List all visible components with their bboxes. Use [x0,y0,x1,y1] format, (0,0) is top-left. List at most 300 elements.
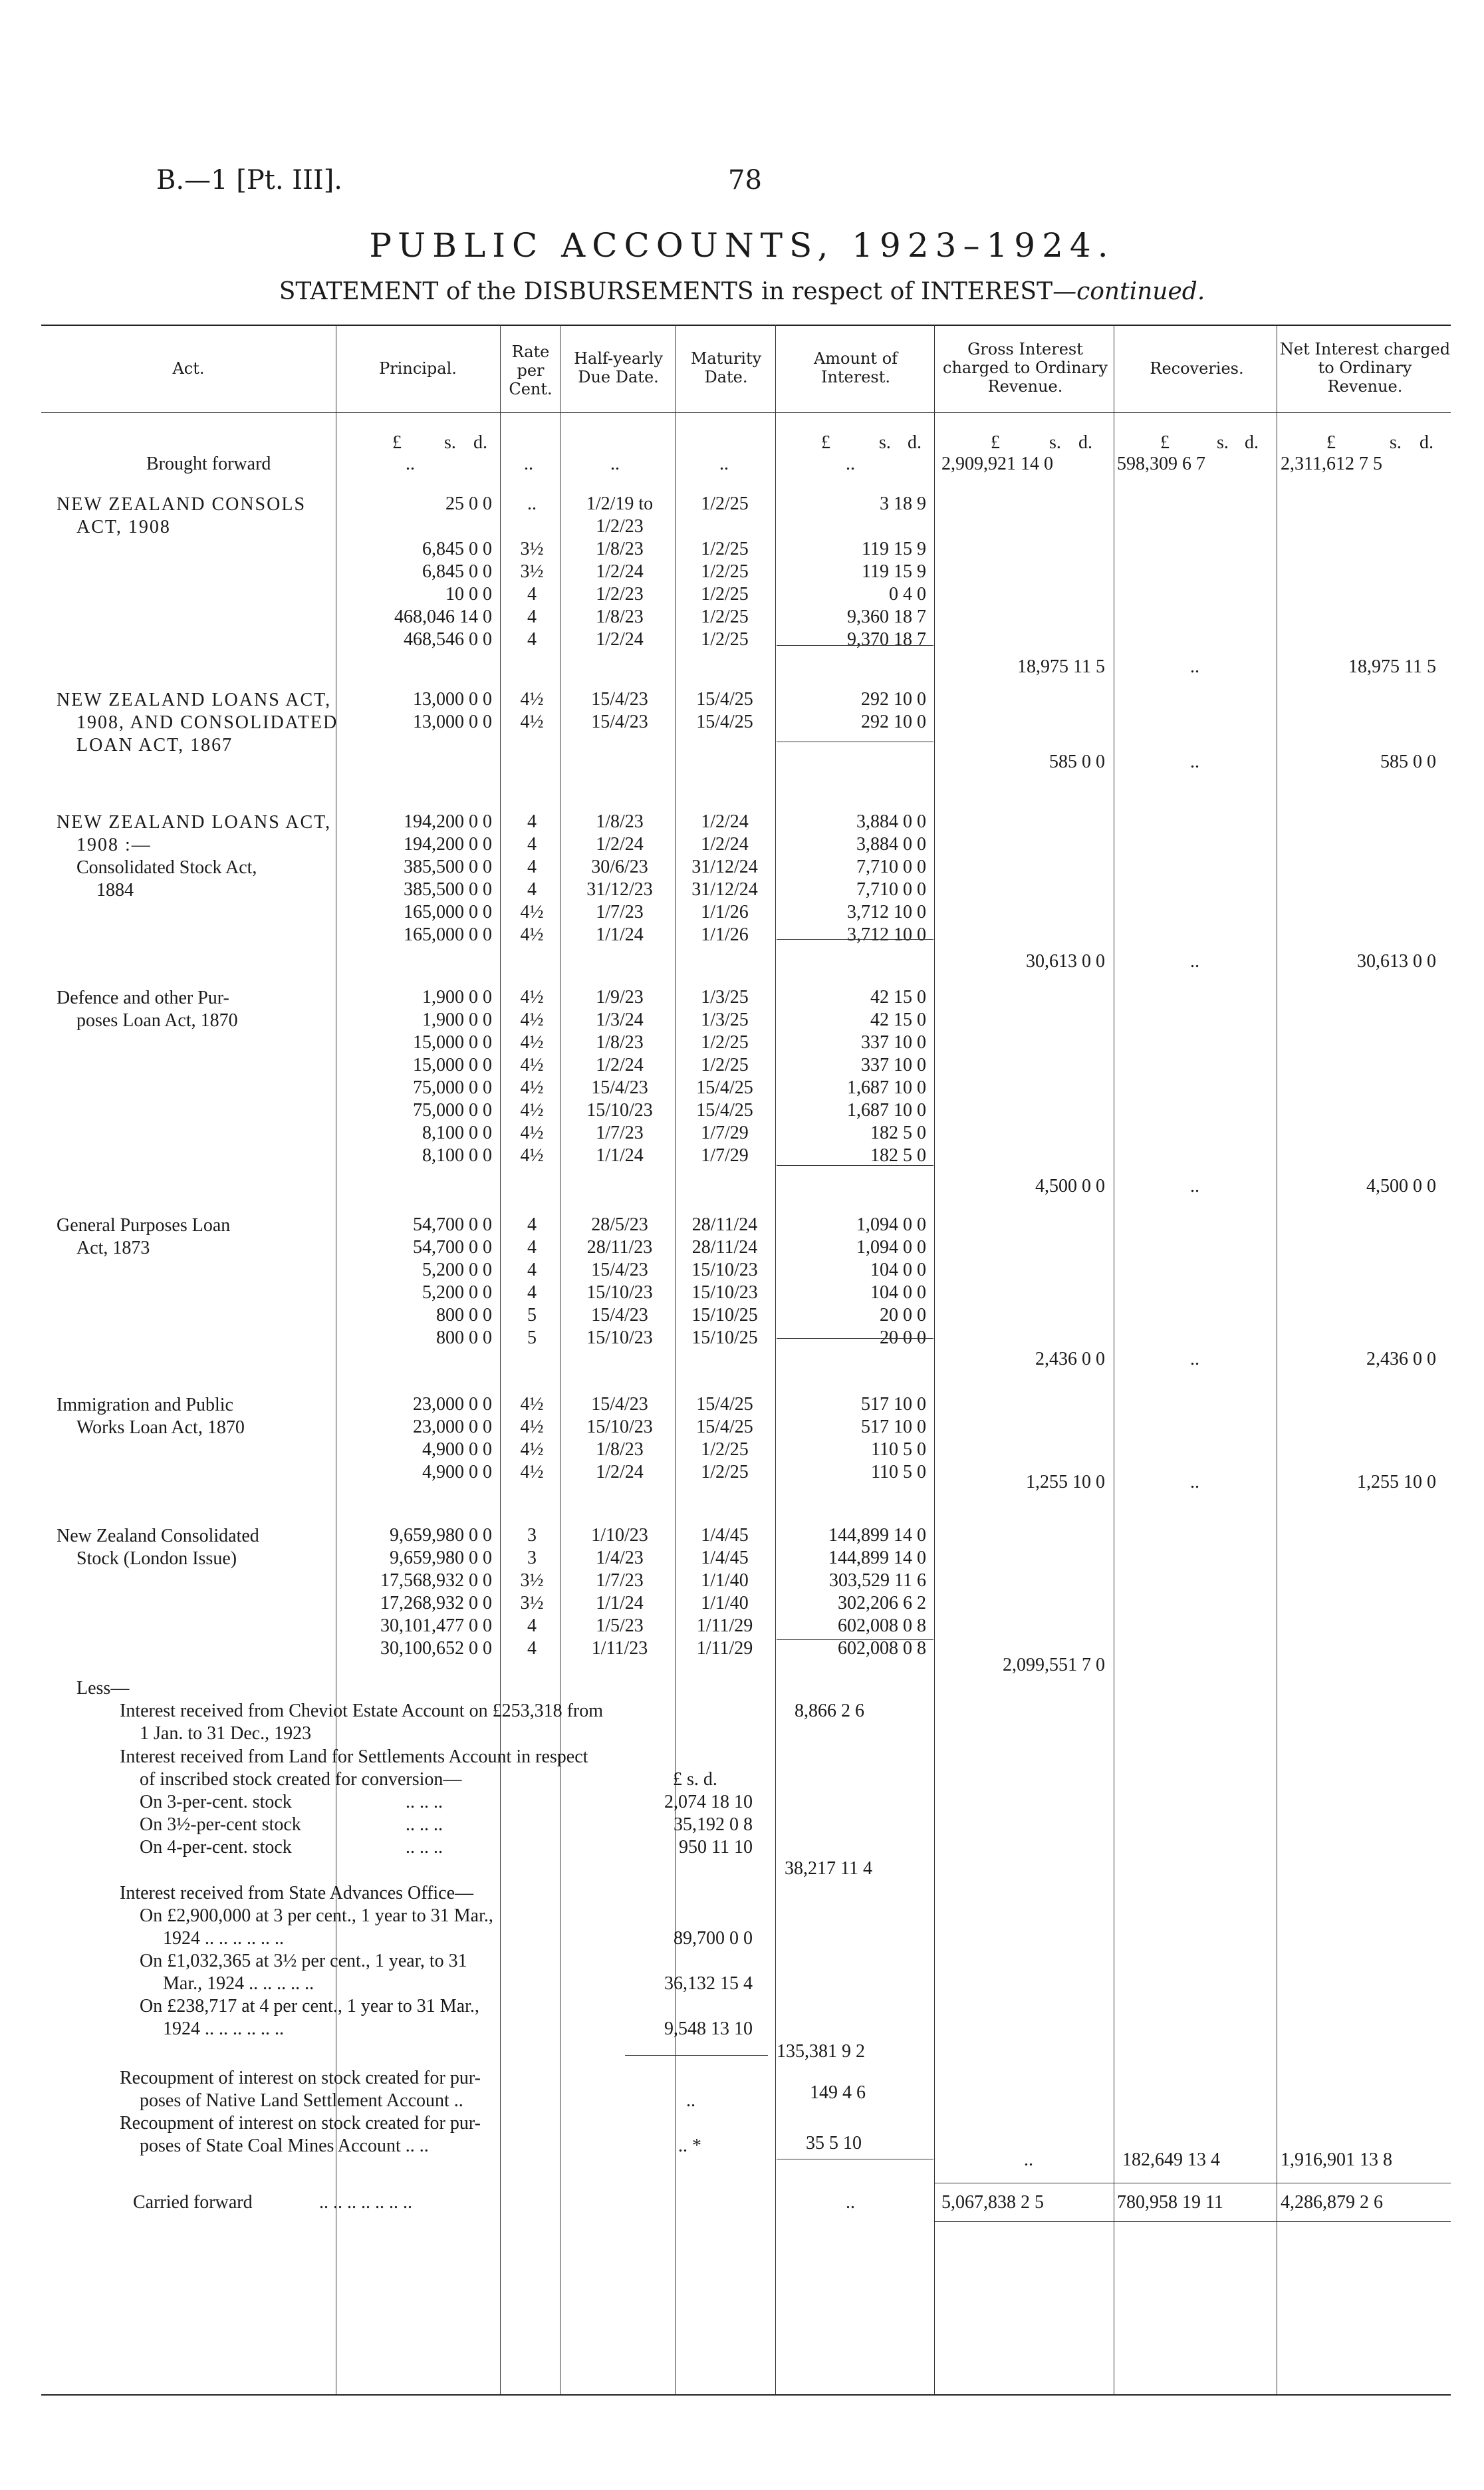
total-net: 30,613 0 0 [1357,951,1436,972]
cell-amount: 3,884 0 0 [856,834,926,855]
table-row [0,1593,1484,1618]
cell-amount: 302,206 6 2 [838,1593,926,1613]
cell-maturity: 1/7/29 [701,1145,749,1166]
cell-maturity: 1/4/45 [701,1525,749,1546]
cell-rate: 4½ [520,987,544,1008]
cell-rate: 3½ [520,539,544,559]
cell-principal: 8,100 0 0 [422,1145,492,1166]
cell-principal: 385,500 0 0 [404,879,492,900]
cell-rate: 4½ [520,924,544,945]
land-item-value: 950 11 10 [679,1837,753,1858]
state-advances-line1: Interest received from State Advances Office— [120,1883,474,1903]
cell-rate: 4½ [520,1123,544,1143]
cell-amount: 42 15 0 [870,1010,926,1030]
cell-maturity: 1/2/25 [701,539,749,559]
group-total-row [0,752,1484,777]
cell-maturity: 1/7/29 [701,1123,749,1143]
cell-rate: 4½ [520,902,544,922]
cell-principal: 15,000 0 0 [413,1055,492,1075]
cell-amount: 42 15 0 [870,987,926,1008]
table-row [0,539,1484,564]
col-header-amount: Amount of Interest. [813,349,898,386]
table-row [0,811,1484,837]
group-total-row [0,1349,1484,1374]
group-total-row [0,656,1484,682]
cell-amount: 110 5 0 [871,1462,926,1482]
cell-rate: 4 [527,584,537,605]
group-total-row [0,951,1484,976]
cell-due: 1/2/24 [596,1462,644,1482]
cell-due: 15/10/23 [586,1327,653,1348]
subtotal-rule [777,1639,933,1640]
native-line2: poses of Native Land Settlement Account .. [140,2090,463,2111]
sa-item-line1: On £238,717 at 4 per cent., 1 year to 31 Mar., [140,1996,479,2016]
cell-amount: 292 10 0 [861,712,926,732]
cell-maturity: 1/1/26 [701,924,749,945]
cell-rate: 5 [527,1327,537,1348]
cell-maturity: 1/2/24 [701,811,749,832]
land-line2: of inscribed stock created for conversion— [140,1769,462,1790]
land-item-value: 35,192 0 8 [674,1814,753,1835]
page-number: 78 [728,165,762,196]
less-label: Less— [76,1678,130,1699]
cell-principal: 1,900 0 0 [422,1010,492,1030]
cell-principal: 800 0 0 [436,1305,492,1325]
cell-amount: 1,094 0 0 [856,1214,926,1235]
table-row [0,607,1484,632]
total-recoveries: .. [1190,1176,1199,1196]
cell-principal: 13,000 0 0 [413,689,492,710]
cell-maturity: 15/4/25 [696,1100,753,1121]
cell-principal: 6,845 0 0 [422,561,492,582]
table-row [0,857,1484,882]
cell-amount: 144,899 14 0 [828,1548,926,1568]
cell-maturity: 15/4/25 [696,1394,753,1415]
total-gross: 2,099,551 7 0 [1003,1655,1105,1675]
cell-maturity: 1/2/25 [701,1439,749,1460]
table-row [0,1615,1484,1641]
total-net: 1,255 10 0 [1357,1472,1436,1492]
cell-rate: 4½ [520,1100,544,1121]
cell-due: 1/2/24 [596,561,644,582]
group-total-row [0,1655,1484,1680]
cell-due: 1/1/24 [596,924,644,945]
col-header-gross: Gross Interest charged to Ordinary Revenue. [943,340,1108,396]
cell-rate: 4 [527,1638,537,1659]
cell-due: 30/6/23 [591,857,648,877]
table-row [0,561,1484,587]
cell-rate: .. [527,493,537,514]
carried-rule-bottom [934,2221,1451,2222]
land-item-label: On 3½-per-cent stock [140,1814,301,1835]
brought-forward-row: Brought forward .. .. .. .. .. 2,909,921 14 0 598,309 6 7 2,311,612 7 5 [146,454,1382,474]
cell-maturity: 1/2/25 [701,629,749,650]
table-row [0,493,1484,519]
cell-amount: 7,710 0 0 [856,879,926,900]
cell-maturity: 15/4/25 [696,712,753,732]
cell-principal: 54,700 0 0 [413,1237,492,1258]
col-header-rate: Rate per Cent. [509,343,553,398]
table-row [0,1548,1484,1573]
act-name-line: 1884 [96,880,134,900]
cell-due: 15/4/23 [591,1394,648,1415]
cell-principal: 4,900 0 0 [422,1462,492,1482]
cell-rate: 4½ [520,1055,544,1075]
coal-amount: 35 5 10 [806,2133,862,2153]
table-row [0,902,1484,927]
act-name-line: poses Loan Act, 1870 [76,1010,238,1031]
cell-due: 1/1/24 [596,1593,644,1613]
cell-due: 1/4/23 [596,1548,644,1568]
table-row [0,629,1484,654]
total-recoveries: .. [1190,1472,1199,1492]
cell-amount: 1,687 10 0 [847,1100,926,1121]
cell-principal: 6,845 0 0 [422,539,492,559]
cell-amount: 517 10 0 [861,1394,926,1415]
col-header-due: Half-yearly Due Date. [574,349,663,386]
table-row [0,834,1484,859]
sa-item-value: 36,132 15 4 [664,1973,753,1994]
cell-amount: 292 10 0 [861,689,926,710]
cell-principal: 30,100,652 0 0 [380,1638,492,1659]
cell-due: 1/8/23 [596,607,644,627]
cell-amount: 337 10 0 [861,1032,926,1053]
act-name-line: Consolidated Stock Act, [76,857,257,878]
table-row [0,1394,1484,1419]
cell-amount: 517 10 0 [861,1417,926,1437]
asterisk-mark: * [692,2136,701,2156]
cell-principal: 23,000 0 0 [413,1417,492,1437]
cell-principal: 800 0 0 [436,1327,492,1348]
cell-maturity: 1/2/25 [701,561,749,582]
cell-principal: 30,101,477 0 0 [380,1615,492,1636]
cell-maturity: 31/12/24 [691,879,758,900]
cell-amount: 1,687 10 0 [847,1077,926,1098]
cell-amount: 602,008 0 8 [838,1638,926,1659]
cell-rate: 3 [527,1525,537,1546]
cell-principal: 165,000 0 0 [404,902,492,922]
total-net: 18,975 11 5 [1348,656,1436,677]
act-name-line: NEW ZEALAND LOANS ACT, [57,812,332,833]
total-net: 4,500 0 0 [1366,1176,1436,1196]
cell-rate: 4½ [520,689,544,710]
subtotal-rule [777,939,933,940]
sa-item-line2: Mar., 1924 .. .. .. .. .. [163,1973,314,1994]
cell-due: 1/2/19 to [586,493,654,514]
cell-due: 15/10/23 [586,1417,653,1437]
cell-principal: 17,568,932 0 0 [380,1570,492,1591]
cell-principal: 13,000 0 0 [413,712,492,732]
cell-due: 15/4/23 [591,1305,648,1325]
cell-due: 1/8/23 [596,1439,644,1460]
cell-due: 1/2/23 [596,584,644,605]
cell-amount: 104 0 0 [870,1260,926,1280]
cell-due: 1/2/24 [596,1055,644,1075]
cell-maturity: 15/10/25 [691,1327,758,1348]
land-item-value: 2,074 18 10 [664,1792,753,1812]
cell-amount: 3,884 0 0 [856,811,926,832]
cell-amount: 3,712 10 0 [847,902,926,922]
total-gross: 18,975 11 5 [1017,656,1105,677]
land-item-dots: .. .. .. [406,1837,443,1858]
table-row [0,1145,1484,1171]
cell-amount: 104 0 0 [870,1282,926,1303]
cell-principal: 8,100 0 0 [422,1123,492,1143]
table-row [0,1417,1484,1442]
total-gross: 2,436 0 0 [1035,1349,1105,1369]
cell-rate: 4½ [520,712,544,732]
cell-due: 1/7/23 [596,1570,644,1591]
cell-due: 1/2/24 [596,834,644,855]
col-header-act: Act. [172,359,205,378]
table-row [0,1077,1484,1103]
cell-maturity: 15/4/25 [696,689,753,710]
cell-maturity: 1/4/45 [701,1548,749,1568]
total-gross: 30,613 0 0 [1026,951,1105,972]
cell-maturity: 1/2/25 [701,584,749,605]
table-row [0,1525,1484,1550]
sa-item-line2: 1924 .. .. .. .. .. .. [163,1928,284,1949]
cell-maturity: 1/2/25 [701,1462,749,1482]
act-name-line: ACT, 1908 [76,517,171,537]
cell-amount: 9,370 18 7 [847,629,926,650]
native-dots: .. [686,2090,695,2111]
cell-rate: 4 [527,857,537,877]
sa-item-value: 9,548 13 10 [664,2018,753,2039]
coal-line1: Recoupment of interest on stock created for pur- [120,2113,481,2134]
cell-due: 15/4/23 [591,1077,648,1098]
cell-amount: 602,008 0 8 [838,1615,926,1636]
subtotal-rule [777,1165,933,1166]
cell-rate: 4½ [520,1394,544,1415]
cell-maturity: 28/11/24 [691,1237,758,1258]
cell-principal: 165,000 0 0 [404,924,492,945]
cell-rate: 4½ [520,1010,544,1030]
cell-maturity: 1/11/29 [696,1615,753,1636]
cell-principal: 9,659,980 0 0 [390,1548,492,1568]
table-row [0,1214,1484,1240]
cell-due: 1/9/23 [596,987,644,1008]
cell-due: 1/5/23 [596,1615,644,1636]
land-units: £ s. d. [673,1769,717,1790]
table-row [0,584,1484,609]
sa-item-line1: On £2,900,000 at 3 per cent., 1 year to 31 Mar., [140,1905,493,1926]
cell-amount: 303,529 11 6 [829,1570,926,1591]
land-amount: 38,217 11 4 [785,1858,872,1879]
cell-due: 1/1/24 [596,1145,644,1166]
total-gross: 4,500 0 0 [1035,1176,1105,1196]
cell-rate: 4 [527,834,537,855]
cell-amount: 119 15 9 [862,539,926,559]
cell-due: 15/4/23 [591,712,648,732]
cell-amount: 182 5 0 [870,1145,926,1166]
cell-amount: 337 10 0 [861,1055,926,1075]
cell-amount: 1,094 0 0 [856,1237,926,1258]
act-name-line: Stock (London Issue) [76,1548,237,1569]
cell-due: 15/4/23 [591,689,648,710]
cell-rate: 4 [527,1260,537,1280]
table-row [0,1237,1484,1262]
act-name-line: NEW ZEALAND CONSOLS [57,494,307,515]
land-line1: Interest received from Land for Settlements Account in respect [120,1746,588,1767]
cell-principal: 54,700 0 0 [413,1214,492,1235]
total-recoveries: .. [1190,1349,1199,1369]
act-name-line: Act, 1873 [76,1238,150,1258]
table-row [0,1305,1484,1330]
cell-maturity: 1/1/40 [701,1593,749,1613]
total-net: 585 0 0 [1380,752,1436,772]
cell-maturity: 1/11/29 [696,1638,753,1659]
subtotal-rule [777,1338,933,1339]
cell-amount: 119 15 9 [862,561,926,582]
cell-due: 1/10/23 [591,1525,648,1546]
group-total-row [0,1472,1484,1497]
cell-principal: 25 0 0 [445,493,492,514]
cell-rate: 3½ [520,561,544,582]
cell-maturity: 28/11/24 [691,1214,758,1235]
total-net: 2,436 0 0 [1366,1349,1436,1369]
cell-principal: 468,546 0 0 [404,629,492,650]
land-item-label: On 3-per-cent. stock [140,1792,292,1812]
sa-item-line2: 1924 .. .. .. .. .. .. [163,2018,284,2039]
cell-amount: 20 0 0 [880,1327,926,1348]
sa-item-value: 89,700 0 0 [674,1928,753,1949]
cell-due: 28/11/23 [586,1237,653,1258]
cell-maturity: 1/2/24 [701,834,749,855]
land-item-dots: .. .. .. [406,1792,443,1812]
cell-due: 1/7/23 [596,902,644,922]
cell-amount: 182 5 0 [870,1123,926,1143]
total-gross: 1,255 10 0 [1026,1472,1105,1492]
act-name-line: 1908, AND CONSOLIDATED [76,712,338,733]
coal-line2: poses of State Coal Mines Account .. .. [140,2136,429,2156]
cell-maturity: 15/4/25 [696,1077,753,1098]
table-row [0,987,1484,1012]
land-item-dots: .. .. .. [406,1814,443,1835]
total-recoveries: .. [1190,656,1199,677]
cell-rate: 4½ [520,1462,544,1482]
total-gross: 585 0 0 [1049,752,1105,772]
cell-rate: 4½ [520,1439,544,1460]
col-header-maturity: Maturity Date. [690,349,762,386]
carried-forward-row: Carried forward .. .. .. .. .. .. .. .. 5,067,838 2 5 780,958 19 11 4,286,879 2 6 [133,2192,1383,2213]
cell-rate: 4 [527,879,537,900]
subtotal-rule [777,645,933,646]
table-row [0,879,1484,904]
cell-principal: 385,500 0 0 [404,857,492,877]
act-name-line: LOAN ACT, 1867 [76,735,233,756]
table-row [0,1100,1484,1125]
cell-due: 15/4/23 [591,1260,648,1280]
table-row [0,1010,1484,1035]
cell-maturity: 1/2/25 [701,607,749,627]
total-recoveries: .. [1190,951,1199,972]
native-line1: Recoupment of interest on stock created for pur- [120,2068,481,2088]
cell-rate: 4 [527,1214,537,1235]
table-row [0,1570,1484,1595]
cell-rate: 3½ [520,1570,544,1591]
cell-principal: 10 0 0 [445,584,492,605]
cell-maturity: 1/2/25 [701,493,749,514]
table-row [0,1439,1484,1464]
cell-rate: 4 [527,629,537,650]
cell-maturity: 1/3/25 [701,987,749,1008]
page-subtitle: STATEMENT of the DISBURSEMENTS in respect of INTEREST—continued. [279,278,1205,305]
act-name-line: Immigration and Public [57,1395,233,1415]
cell-principal: 194,200 0 0 [404,811,492,832]
table-row [0,1282,1484,1308]
cell-principal: 5,200 0 0 [422,1282,492,1303]
cell-due: 1/8/23 [596,539,644,559]
table-row [0,1260,1484,1285]
cell-principal: 23,000 0 0 [413,1394,492,1415]
cell-rate: 4½ [520,1145,544,1166]
cell-rate: 5 [527,1305,537,1325]
cell-rate: 4 [527,607,537,627]
cell-due: 1/8/23 [596,811,644,832]
cheviot-amount: 8,866 2 6 [795,1701,864,1721]
col-header-principal: Principal. [379,359,457,378]
col-header-recoveries: Recoveries. [1150,359,1244,378]
act-name-line: New Zealand Consolidated [57,1526,259,1546]
cell-amount: 9,360 18 7 [847,607,926,627]
cell-amount: 3,712 10 0 [847,924,926,945]
cell-due: 1/3/24 [596,1010,644,1030]
cell-rate: 4 [527,1237,537,1258]
cell-principal: 5,200 0 0 [422,1260,492,1280]
group-total-row [0,1176,1484,1201]
state-advances-amount: 135,381 9 2 [777,2041,865,2062]
document-reference: B.—1 [Pt. III]. [156,165,343,196]
cell-maturity: 1/2/25 [701,1055,749,1075]
cell-principal: 468,046 14 0 [394,607,492,627]
cell-amount: 20 0 0 [880,1305,926,1325]
cell-rate: 3 [527,1548,537,1568]
cell-due: 15/10/23 [586,1282,653,1303]
cell-due: 1/7/23 [596,1123,644,1143]
cell-amount: 0 4 0 [889,584,926,605]
cell-maturity: 1/1/40 [701,1570,749,1591]
table-row [0,1123,1484,1148]
cell-rate: 4½ [520,1417,544,1437]
cell-principal: 4,900 0 0 [422,1439,492,1460]
table-row [0,1055,1484,1080]
cheviot-line2: 1 Jan. to 31 Dec., 1923 [140,1723,312,1744]
cell-amount: 3 18 9 [880,493,926,514]
cell-maturity: 31/12/24 [691,857,758,877]
table-row [0,516,1484,541]
cell-due: 1/11/23 [591,1638,648,1659]
native-amount: 149 4 6 [810,2082,866,2103]
cell-maturity: 15/10/25 [691,1305,758,1325]
cell-maturity: 1/1/26 [701,902,749,922]
table-row [0,1032,1484,1057]
cell-rate: 4 [527,1282,537,1303]
cheviot-line1: Interest received from Cheviot Estate Account on £253,318 from [120,1701,604,1721]
cell-rate: 4½ [520,1032,544,1053]
cell-principal: 75,000 0 0 [413,1077,492,1098]
cell-rate: 4 [527,811,537,832]
cell-maturity: 1/3/25 [701,1010,749,1030]
act-name-line: General Purposes Loan [57,1215,231,1236]
cell-rate: 4 [527,1615,537,1636]
cell-due: 31/12/23 [586,879,653,900]
header-rule [41,412,1451,413]
cell-principal: 194,200 0 0 [404,834,492,855]
cell-due: 1/2/23 [596,516,644,537]
page-title: PUBLIC ACCOUNTS, 1923–1924. [369,226,1115,265]
cell-principal: 17,268,932 0 0 [380,1593,492,1613]
